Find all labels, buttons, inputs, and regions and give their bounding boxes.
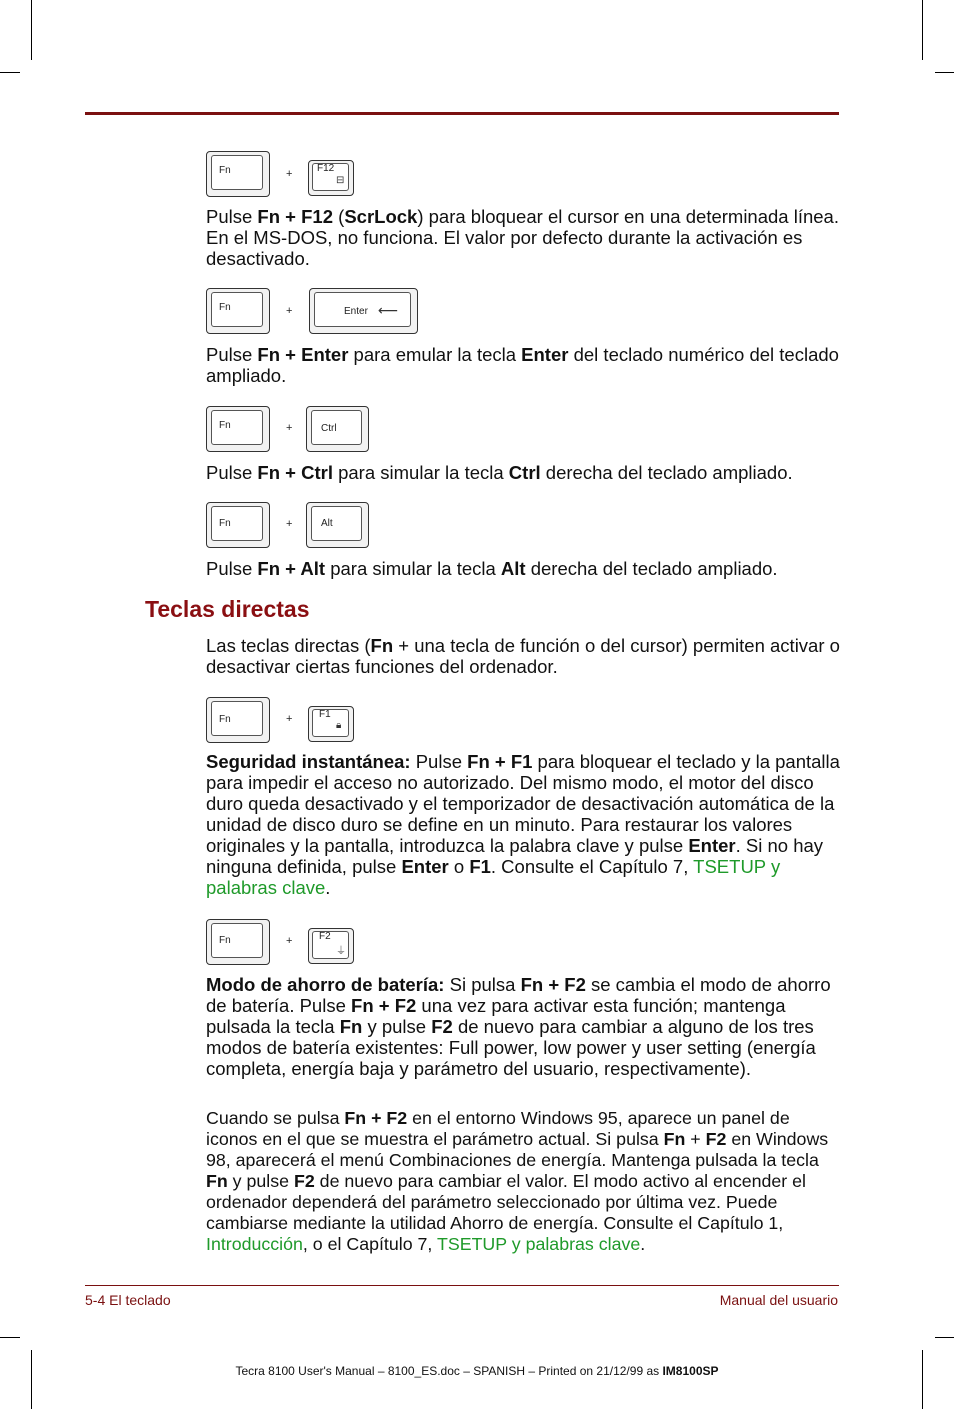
key-ctrl: Ctrl [306,406,369,452]
crop-mark [0,1337,20,1338]
paragraph-instant-security: Seguridad instantánea: Pulse Fn + F1 para bloquear el teclado y la pantalla para impedir el acceso no autorizado. Del mismo modo, el motor del disco duro queda desactivado y el temporizador de desactivación automática de la unidad de disco duro se define en un minuto. Para restaurar los valores originales y la pantalla, introduzca la palabra clave y pulse Enter. Si no hay ninguna definida, pulse Enter o F1. Consulte el Capítulo 7, TSETUP y palabras clave. [206,751,840,898]
key-f2: F2 ⏚ [308,928,354,964]
key-f12: F12 ⊟ [308,160,354,196]
paragraph-fn-f12: Pulse Fn + F12 (ScrLock) para bloquear el cursor en una determinada línea. En el MS-DOS, no funciona. El valor por defecto durante la activación es desactivado. [206,206,839,269]
paragraph-battery-mode: Modo de ahorro de batería: Si pulsa Fn + F2 se cambia el modo de ahorro de batería. Pulse Fn + F2 una vez para activar esta función; mantenga pulsada la tecla Fn y pulse F2 de nuevo para cambiar a alguno de los tres modos de batería existentes: Full power, low power y user setting (energía completa, energía baja y parámetro del usuario, respectivamente). [206,974,831,1079]
plus-sign: + [286,305,293,317]
crop-mark [31,1350,32,1409]
link-tsetup[interactable]: TSETUP y palabras clave [436,1234,641,1254]
enter-arrow-icon: ⟵ [378,302,399,318]
key-fn: Fn [206,697,270,743]
plus-sign: + [286,518,293,530]
link-tsetup[interactable]: TSETUP y palabras clave [206,856,781,898]
key-fn: Fn [206,151,270,197]
key-f1: F1 🔒︎ [308,706,354,742]
plus-sign: + [286,935,293,947]
plus-sign: + [286,713,293,725]
paragraph-fn-enter: Pulse Fn + Enter para emular la tecla Enter del teclado numérico del teclado ampliado. [206,344,839,386]
footer-manual-title: Manual del usuario [719,1292,838,1308]
link-introduccion[interactable]: Introducción [206,1234,303,1254]
print-info: Tecra 8100 User's Manual – 8100_ES.doc – SPANISH – Printed on 21/12/99 as IM8100SP [235,1364,719,1378]
footer-rule [85,1285,839,1286]
crop-mark [922,1350,923,1409]
plus-sign: + [286,168,293,180]
crop-mark [0,72,20,73]
key-alt: Alt [306,502,369,548]
crop-mark [935,1337,954,1338]
footer-section: 5-4 El teclado [85,1292,171,1308]
lock-icon: 🔒︎ [336,720,342,731]
section-heading: Teclas directas [145,596,310,622]
crop-mark [935,72,954,73]
key-fn: Fn [206,919,270,965]
battery-icon: ⏚ [336,946,346,957]
header-rule [85,112,839,115]
plus-sign: + [286,422,293,434]
paragraph-fn-ctrl: Pulse Fn + Ctrl para simular la tecla Ctrl derecha del teclado ampliado. [206,462,793,483]
key-fn: Fn [206,288,270,334]
crop-mark [31,0,32,60]
paragraph-fn-alt: Pulse Fn + Alt para simular la tecla Alt derecha del teclado ampliado. [206,558,778,579]
key-enter: Enter ⟵ [309,288,418,334]
paragraph-hotkeys-intro: Las teclas directas (Fn + una tecla de función o del cursor) permiten activar o desactivar ciertas funciones del ordenador. [206,635,840,677]
key-fn: Fn [206,502,270,548]
key-fn: Fn [206,406,270,452]
crop-mark [922,0,923,60]
scroll-lock-icon: ⊟ [336,175,345,186]
paragraph-windows-power: Cuando se pulsa Fn + F2 en el entorno Windows 95, aparece un panel de iconos en el que se muestra el parámetro actual. Si pulsa Fn + F2 en Windows 98, aparecerá el menú Combinaciones de energía. Mantenga pulsada la tecla Fn y pulse F2 de nuevo para cambiar el valor. El modo activo al encender el ordenador dependerá del parámetro seleccionado por última vez. Puede cambiarse mediante la utilidad Ahorro de energía. Consulte el Capítulo 1, Introducción, o el Capítulo 7, TSETUP y palabras clave. [206,1108,829,1254]
